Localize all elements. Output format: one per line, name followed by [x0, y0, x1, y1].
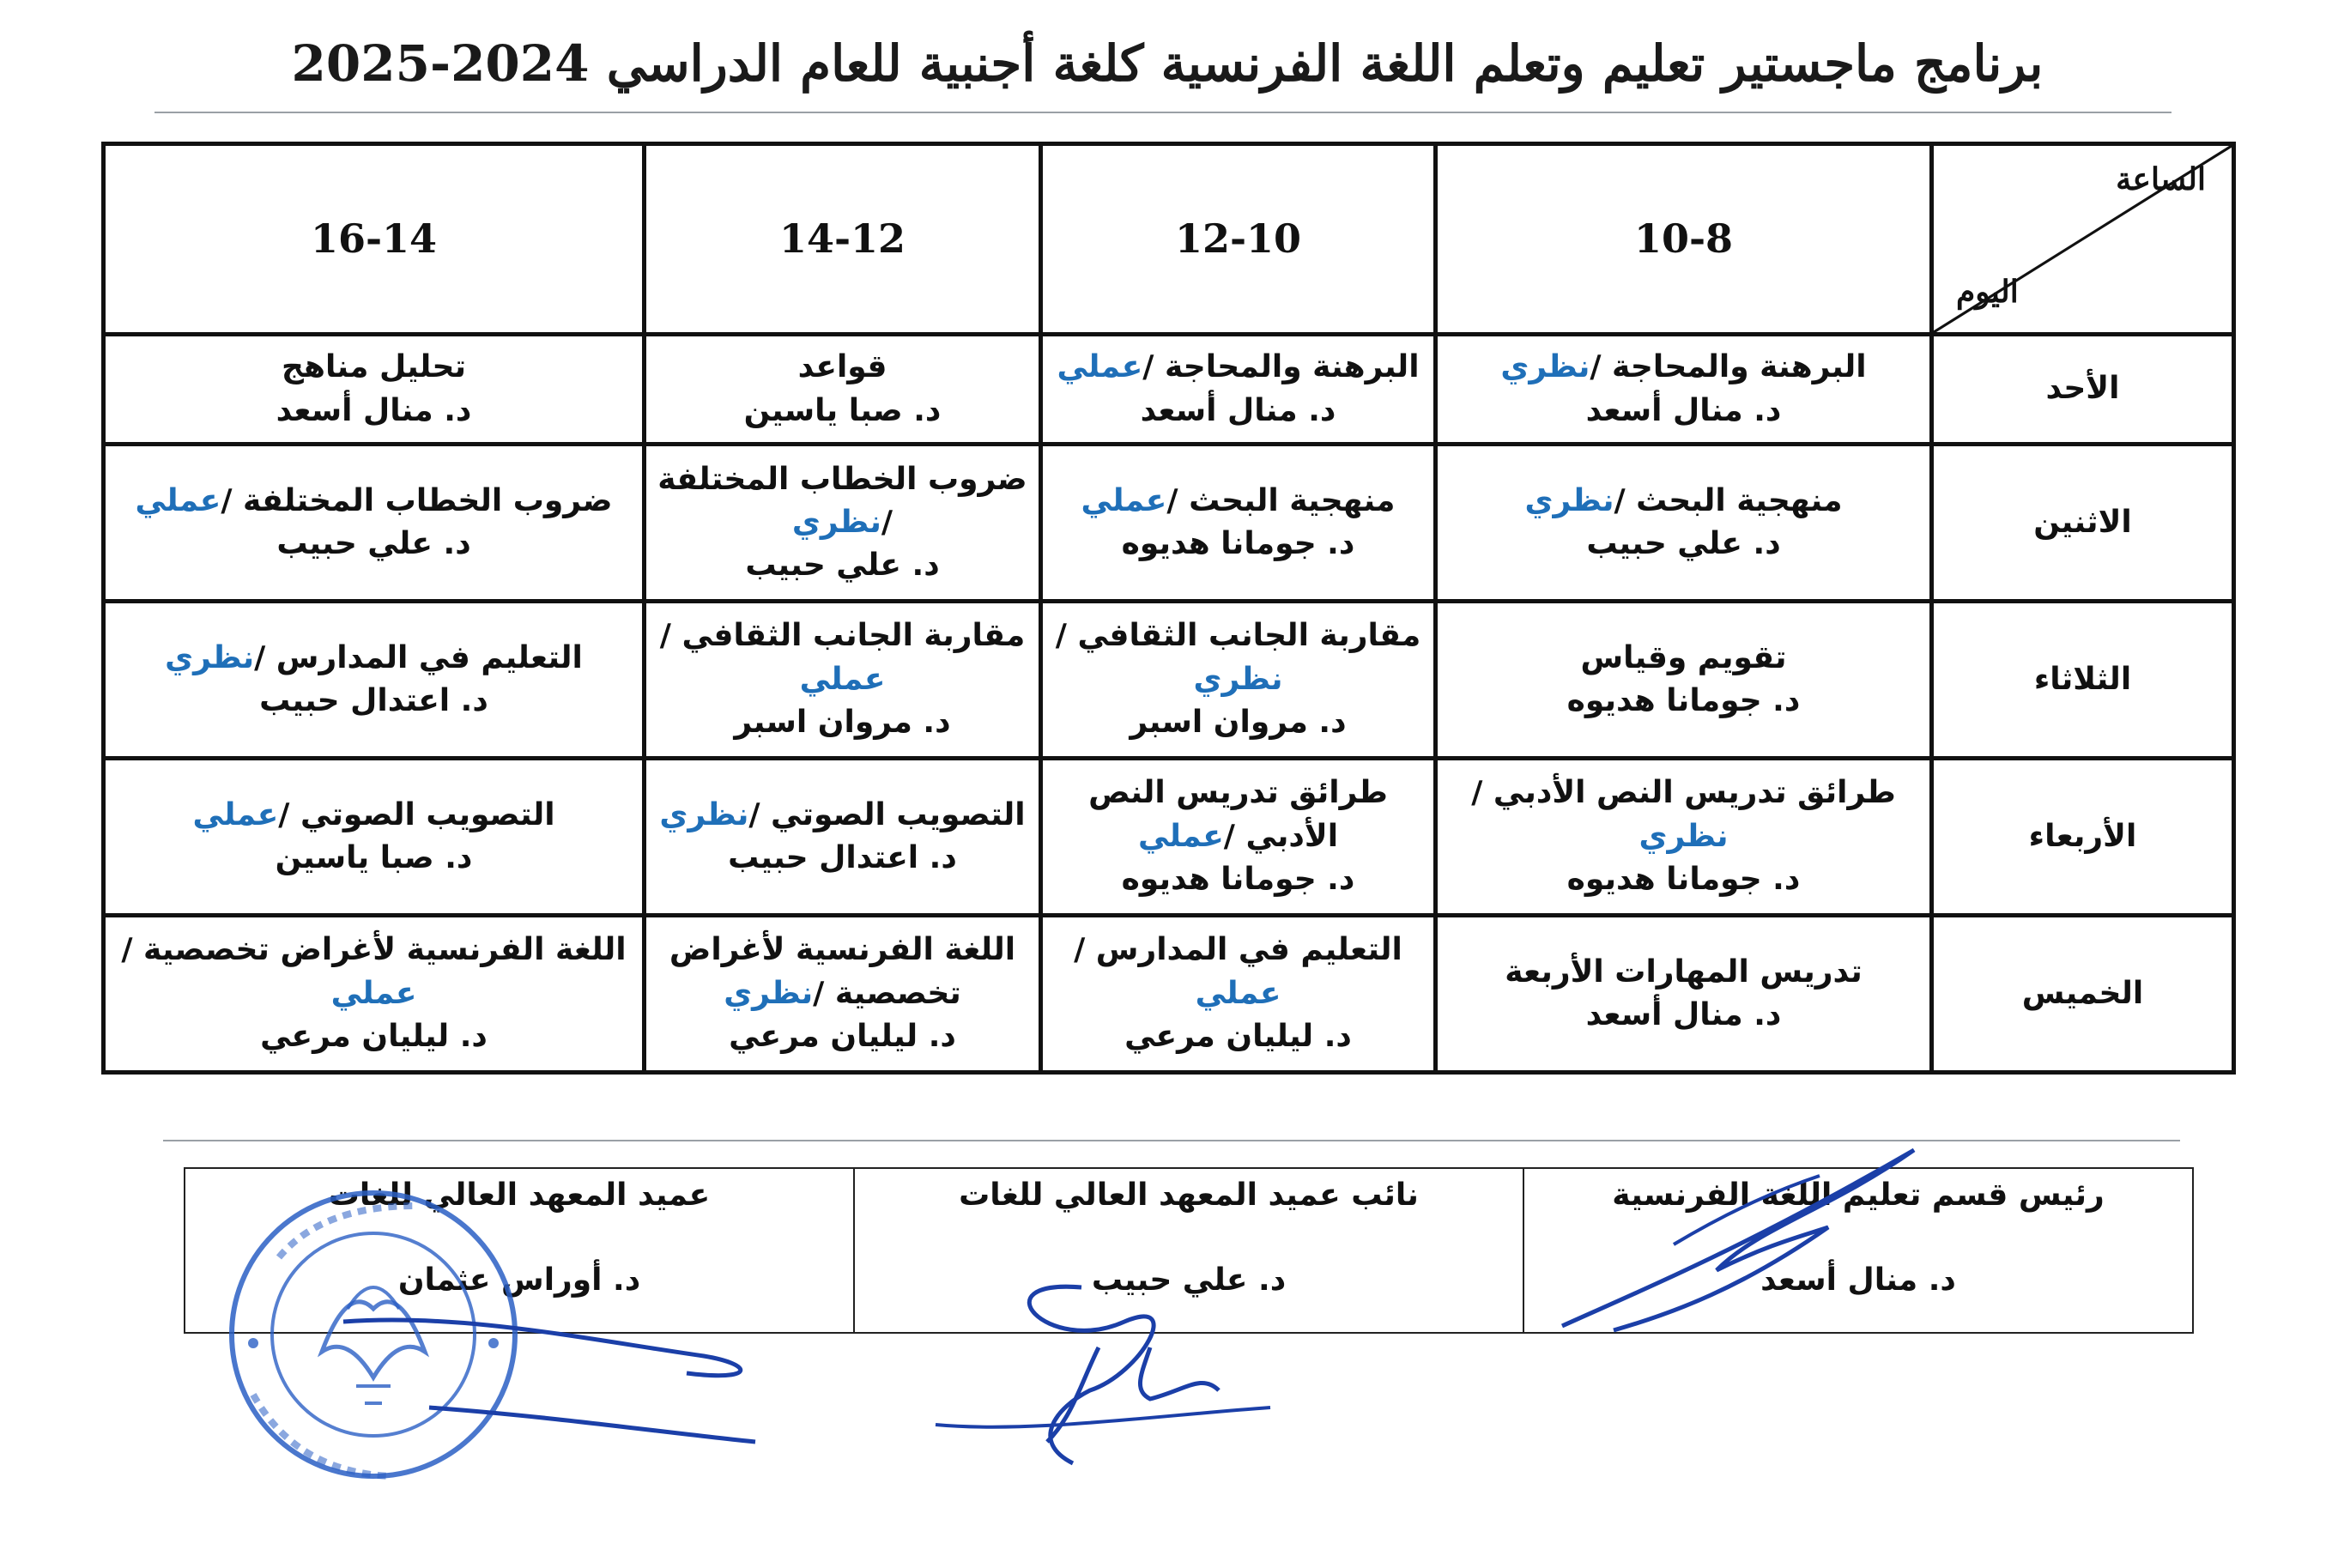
course-type: نظري	[724, 975, 814, 1011]
corner-hour-label: الساعة	[2116, 161, 2206, 197]
course-type: نظري	[1500, 349, 1590, 385]
course-title	[655, 614, 1030, 701]
course-title	[655, 458, 1030, 545]
course-cell	[104, 759, 645, 916]
slot-header: 10-8	[1436, 144, 1932, 335]
signature-name: د. منال أسعد	[1760, 1262, 1956, 1298]
schedule-row	[104, 445, 2234, 602]
teacher-name: د. علي حبيب	[276, 526, 471, 562]
teacher-name: د. منال أسعد	[276, 392, 472, 428]
course-cell	[104, 916, 645, 1073]
teacher-name: د. ليليان مرعي	[729, 1019, 956, 1055]
course-title	[114, 929, 633, 1015]
course-cell	[645, 759, 1041, 916]
slot-header: 14-12	[645, 144, 1041, 335]
signature-title: عميد المعهد العالي للغات	[328, 1178, 711, 1213]
course-title	[114, 480, 633, 523]
course-name: التصويب الصوتي /	[278, 796, 555, 832]
course-type: نظري	[791, 504, 881, 540]
course-cell	[104, 602, 645, 759]
course-name: البرهنة والمحاجة /	[1142, 349, 1420, 385]
teacher-name: د. اعتدال حبيب	[728, 840, 957, 876]
course-cell	[645, 916, 1041, 1073]
course-name: التعليم في المدارس /	[254, 639, 583, 675]
title-rule	[154, 112, 2171, 113]
course-type: عملي	[799, 661, 886, 697]
teacher-name: د. جومانا هديوه	[1121, 526, 1355, 562]
teacher-name: د. جومانا هديوه	[1566, 683, 1801, 719]
course-name: منهجية البحث /	[1166, 482, 1396, 518]
course-name: منهجية البحث /	[1614, 482, 1843, 518]
schedule-row	[104, 759, 2234, 916]
course-cell	[1041, 602, 1436, 759]
signature-scribble	[1545, 1141, 1940, 1339]
teacher-name: د. علي حبيب	[1586, 526, 1781, 562]
course-type: نظري	[1193, 661, 1283, 697]
course-cell	[104, 335, 645, 445]
schedule-row	[104, 916, 2234, 1073]
course-type: عملي	[1137, 818, 1224, 854]
course-title	[1051, 614, 1425, 701]
teacher-name: د. جومانا هديوه	[1121, 862, 1355, 898]
course-name: طرائق تدريس النص الأدبي /	[1088, 775, 1388, 854]
teacher-name: د. ليليان مرعي	[260, 1019, 488, 1055]
course-cell	[645, 335, 1041, 445]
corner-cell	[1932, 144, 2234, 335]
day-cell: الأربعاء	[1932, 759, 2234, 916]
teacher-name: د. صبا ياسين	[743, 392, 942, 428]
course-type: نظري	[1524, 482, 1614, 518]
schedule-table	[101, 142, 2236, 1075]
slot-header: 16-14	[104, 144, 645, 335]
teacher-name: د. صبا ياسين	[275, 840, 473, 876]
teacher-name: د. منال أسعد	[1585, 392, 1782, 428]
course-type: نظري	[659, 796, 749, 832]
course-type: نظري	[165, 639, 255, 675]
course-name: تدريس المهارات الأربعة	[1505, 954, 1863, 990]
course-title	[1446, 346, 1921, 389]
course-title	[114, 794, 633, 837]
course-title	[1051, 480, 1425, 523]
course-cell	[645, 445, 1041, 602]
course-cell	[1436, 445, 1932, 602]
schedule-row	[104, 602, 2234, 759]
schedule-row	[104, 335, 2234, 445]
course-cell	[1436, 602, 1932, 759]
page-title: برنامج ماجستير تعليم وتعلم اللغة الفرنسية كلغة أجنبية للعام الدراسي 2024-2025	[291, 34, 2044, 93]
schedule-body	[104, 335, 2234, 1073]
day-cell: الخميس	[1932, 916, 2234, 1073]
course-type: عملي	[1081, 482, 1167, 518]
course-name: ضروب الخطاب المختلفة /	[221, 482, 613, 518]
course-cell	[104, 445, 645, 602]
course-title	[114, 346, 633, 389]
course-title	[655, 346, 1030, 389]
signature-scribble	[326, 1287, 772, 1459]
teacher-name: د. مروان اسبر	[734, 705, 951, 741]
course-title	[1051, 346, 1425, 389]
course-title	[655, 929, 1030, 1015]
slot-header: 12-10	[1041, 144, 1436, 335]
course-cell	[1041, 916, 1436, 1073]
teacher-name: د. مروان اسبر	[1130, 705, 1347, 741]
course-name: التصويب الصوتي /	[748, 796, 1026, 832]
course-type: عملي	[330, 975, 417, 1011]
course-name: التعليم في المدارس /	[1074, 932, 1402, 968]
signature-name: د. أوراس عثمان	[397, 1262, 641, 1298]
course-title	[1446, 951, 1921, 994]
course-type: عملي	[1195, 975, 1281, 1011]
signature-scribble	[927, 1270, 1287, 1476]
course-type: عملي	[192, 796, 279, 832]
teacher-name: د. جومانا هديوه	[1566, 862, 1801, 898]
course-cell	[1436, 916, 1932, 1073]
day-cell: الأحد	[1932, 335, 2234, 445]
course-name: مقاربة الجانب الثقافي /	[1055, 618, 1421, 654]
course-title	[655, 794, 1030, 837]
course-title	[1446, 637, 1921, 680]
course-name: مقاربة الجانب الثقافي /	[659, 618, 1026, 654]
course-name: قواعد	[797, 349, 887, 385]
course-name: طرائق تدريس النص الأدبي /	[1471, 775, 1896, 811]
day-cell: الثلاثاء	[1932, 602, 2234, 759]
teacher-name: د. اعتدال حبيب	[259, 683, 488, 719]
course-name: اللغة الفرنسية لأغراض تخصصية /	[121, 932, 627, 968]
course-title	[1051, 772, 1425, 858]
course-title	[1446, 480, 1921, 523]
course-type: عملي	[1057, 349, 1143, 385]
course-type: عملي	[135, 482, 221, 518]
teacher-name: د. ليليان مرعي	[1124, 1019, 1352, 1055]
corner-day-label: اليوم	[1956, 273, 2019, 310]
course-name: تقويم وقياس	[1580, 639, 1787, 675]
course-name: البرهنة والمحاجة /	[1590, 349, 1867, 385]
course-name: اللغة الفرنسية لأغراض تخصصية /	[669, 932, 1016, 1011]
signature-name: د. علي حبيب	[1091, 1262, 1287, 1298]
course-cell	[1436, 759, 1932, 916]
course-title	[114, 637, 633, 680]
teacher-name: د. علي حبيب	[745, 548, 940, 584]
signature-title: نائب عميد المعهد العالي للغات	[959, 1178, 1419, 1213]
course-title	[1446, 772, 1921, 858]
teacher-name: د. منال أسعد	[1140, 392, 1336, 428]
course-cell	[1041, 335, 1436, 445]
course-cell	[1041, 759, 1436, 916]
course-type: نظري	[1638, 818, 1729, 854]
signature-title: رئيس قسم تعليم اللغة الفرنسية	[1612, 1178, 2105, 1213]
course-name: ضروب الخطاب المختلفة /	[657, 461, 1027, 540]
course-title	[1051, 929, 1425, 1015]
header-row	[104, 144, 2234, 335]
course-cell	[1436, 335, 1932, 445]
teacher-name: د. منال أسعد	[1585, 997, 1782, 1032]
course-cell	[645, 602, 1041, 759]
course-cell	[1041, 445, 1436, 602]
course-name: تحليل مناهج	[282, 349, 466, 385]
day-cell: الاثنين	[1932, 445, 2234, 602]
